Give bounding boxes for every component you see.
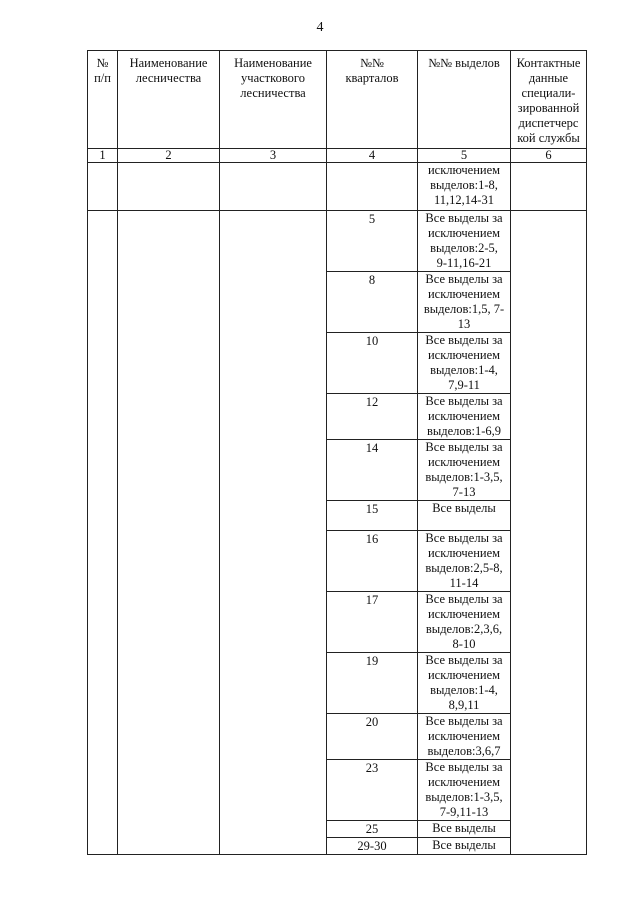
line: исключением [427, 409, 501, 423]
sections-cell [418, 653, 511, 714]
header-line: Контактные [516, 56, 581, 70]
header-line: №№ [360, 56, 384, 70]
merged-empty-cell [220, 211, 327, 855]
continuation-sections [418, 163, 511, 211]
header-line: участкового [241, 71, 305, 85]
line: выделов:2,3,6, [425, 622, 503, 636]
quarter-number: 23 [327, 760, 418, 821]
column-number: 3 [220, 149, 327, 163]
header-cell-1 [88, 51, 118, 149]
line: Все выделы за [425, 714, 503, 728]
line: Все выделы за [425, 760, 503, 774]
quarter-number: 16 [327, 531, 418, 592]
line: исключением [427, 163, 501, 177]
line: выделов:3,6,7 [427, 744, 501, 758]
sections-cell [418, 531, 511, 592]
line: 11-14 [449, 576, 479, 590]
header-cell-4 [327, 51, 418, 149]
quarter-number: 14 [327, 440, 418, 501]
quarter-number: 15 [327, 501, 418, 531]
quarter-number: 19 [327, 653, 418, 714]
sections-cell [418, 333, 511, 394]
line: Все выделы за [425, 531, 503, 545]
table-cell [88, 163, 118, 211]
line: исключением [427, 546, 501, 560]
header-row [88, 51, 587, 149]
column-number: 5 [418, 149, 511, 163]
line: 7,9-11 [448, 378, 480, 392]
line: Все выделы за [425, 592, 503, 606]
column-number: 6 [511, 149, 587, 163]
column-number: 4 [327, 149, 418, 163]
quarter-number: 12 [327, 394, 418, 440]
line: 7-9,11-13 [439, 805, 489, 819]
quarter-number: 10 [327, 333, 418, 394]
column-number: 1 [88, 149, 118, 163]
line: 11,12,14-31 [434, 193, 494, 207]
quarter-number: 25 [327, 821, 418, 838]
line: 8,9,11 [448, 698, 480, 712]
line: выделов:1-4, [430, 683, 498, 697]
table-cell [220, 163, 327, 211]
header-line: кварталов [345, 71, 399, 85]
line: выделов:1-8, [430, 178, 498, 192]
header-cell-2 [118, 51, 220, 149]
line: Все выделы за [425, 653, 503, 667]
header-line: №№ выделов [428, 56, 500, 70]
sections-cell [418, 440, 511, 501]
header-line: диспетчерс [518, 116, 579, 130]
line: Все выделы [432, 838, 496, 852]
line: выделов:2-5, [430, 241, 498, 255]
header-line: лесничества [135, 71, 202, 85]
line: 7-13 [452, 485, 476, 499]
line: Все выделы [432, 821, 496, 835]
header-cell-5 [418, 51, 511, 149]
line: выделов:1-4, [430, 363, 498, 377]
header-line: Наименование [234, 56, 312, 70]
sections-cell [418, 501, 511, 531]
quarter-number: 20 [327, 714, 418, 760]
line: исключением [427, 455, 501, 469]
merged-empty-cell [118, 211, 220, 855]
line: исключением [427, 287, 501, 301]
line: исключением [427, 729, 501, 743]
header-cell-3 [220, 51, 327, 149]
sections-cell [418, 211, 511, 272]
line: 13 [457, 317, 471, 331]
quarter-number: 29-30 [327, 838, 418, 855]
table-cell [327, 163, 418, 211]
line: Все выделы [432, 501, 496, 515]
quarter-number: 5 [327, 211, 418, 272]
sections-cell [418, 394, 511, 440]
line: исключением [427, 775, 501, 789]
sections-cell [418, 821, 511, 838]
header-line: специали- [521, 86, 576, 100]
header-line: № [96, 56, 109, 70]
header-line: лесничества [240, 86, 306, 100]
table-row [88, 211, 587, 272]
header-line: п/п [94, 71, 111, 85]
merged-empty-cell [511, 211, 587, 855]
sections-cell [418, 760, 511, 821]
quarter-number: 8 [327, 272, 418, 333]
quarter-number: 17 [327, 592, 418, 653]
continuation-row [88, 163, 587, 211]
table-cell [511, 163, 587, 211]
forest-table [87, 50, 587, 855]
header-line: зированной [517, 101, 580, 115]
line: Все выделы за [425, 333, 503, 347]
line: выделов:1-3,5, [425, 790, 503, 804]
line: 9-11,16-21 [436, 256, 492, 270]
line: Все выделы за [425, 211, 503, 225]
line: выделов:1-6,9 [426, 424, 502, 438]
page-number: 4 [316, 20, 324, 35]
header-line: данные [528, 71, 569, 85]
line: Все выделы за [425, 440, 503, 454]
line: выделов:1-3,5, [425, 470, 503, 484]
line: исключением [427, 607, 501, 621]
column-number-row [88, 149, 587, 163]
line: Все выделы за [425, 272, 503, 286]
header-cell-6 [511, 51, 587, 149]
line: 8-10 [452, 637, 476, 651]
line: Все выделы за [425, 394, 503, 408]
sections-cell [418, 714, 511, 760]
sections-cell [418, 272, 511, 333]
merged-empty-cell [88, 211, 118, 855]
table-cell [118, 163, 220, 211]
line: исключением [427, 348, 501, 362]
line: исключением [427, 226, 501, 240]
header-line: кой службы [517, 131, 580, 145]
header-line: Наименование [129, 56, 208, 70]
sections-cell [418, 838, 511, 855]
column-number: 2 [118, 149, 220, 163]
line: исключением [427, 668, 501, 682]
line: выделов:1,5, 7- [423, 302, 505, 316]
sections-cell [418, 592, 511, 653]
line: выделов:2,5-8, [425, 561, 503, 575]
